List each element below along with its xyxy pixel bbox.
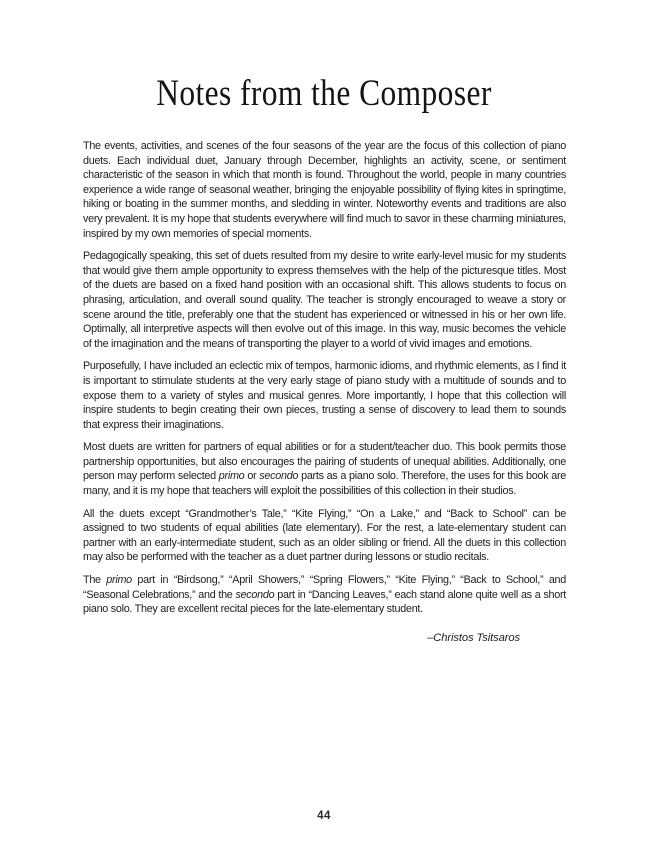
paragraph-6-text: part in “Birdsong,” “April Showers,” “Spring Flowers,” “Kite Flying,” “Back to School,” and “Seasonal Celebrations,” and the: [83, 574, 566, 601]
author-signature-text: –Christos Tsitsaros: [427, 631, 520, 644]
page-title: Notes from the Composer: [156, 73, 492, 114]
paragraph-2-text: Pedagogically speaking, this set of duets resulted from my desire to write early-level music for my students that would give them ample opportunity to express themselves with the help of the picturesque titles. Most of the duets are based on a fixed hand position with an occasional shift. This allows students to focus on phrasing, articulation, and overall sound quality. The teacher is strongly encouraged to weave a story or scene around the title, preferably one that the student has experienced or witnessed in his or her own life. Optimally, all interpretive aspects will then evolve out of this image. In this way, music becomes the vehicle of the imagination and the means of transporting the player to a world of vivid images and emotions.: [83, 250, 566, 350]
paragraph-4-text: or: [244, 470, 260, 483]
body-text: [83, 139, 566, 645]
paragraph-3-text: Purposefully, I have included an eclectic mix of tempos, harmonic idioms, and rhythmic elements, as I find it is important to stimulate students at the very early stage of piano study with a multitude of sounds and to expose them to a variety of styles and musical genres. More importantly, I hope that this collection will inspire students to begin creating their own pieces, trusting a sense of discovery to lead them to sounds that express their imaginations.: [83, 360, 566, 431]
paragraph-5-text: All the duets except “Grandmother’s Tale,” “Kite Flying,” “On a Lake,” and “Back to School” can be assigned to two students of equal abilities (late elementary). For the rest, a late-elementary student can partner with an early-intermediate student, such as an older sibling or friend. All the duets in this collection may also be performed with the teacher as a duet partner during lessons or studio recitals.: [83, 507, 566, 564]
italic-term-secondo: secondo: [235, 588, 275, 601]
paragraph-5: [83, 507, 566, 565]
paragraph-1-text: The events, activities, and scenes of the four seasons of the year are the focus of this collection of piano duets. Each individual duet, January through December, highlights an activity, scene, or sentiment characteristic of the season in which that month is found. Throughout the world, people in many countries experience a wide range of seasonal weather, bringing the enjoyable possibility of flying kites in springtime, hiking or boating in the summer months, and sledding in winter. Noteworthy events and traditions are also very prevalent. It is my hope that students everywhere will find much to savor in these charming miniatures, inspired by my own memories of special moments.: [83, 140, 566, 240]
author-signature: [83, 631, 566, 646]
paragraph-6: [83, 573, 566, 617]
paragraph-6-text: The: [83, 574, 107, 587]
paragraph-6-text: part in “Dancing Leaves,” each stand alone quite well as a short piano solo. They are excellent recital pieces for the late-elementary student.: [83, 588, 566, 616]
paragraph-4: [83, 440, 566, 498]
paragraph-3: [83, 359, 566, 432]
paragraph-1: [83, 139, 566, 241]
italic-term-secondo: secondo: [259, 470, 299, 483]
italic-term-primo: primo: [218, 470, 245, 483]
paragraph-4-text: Most duets are written for partners of equal abilities or for a student/teacher duo. This book permits those partnership opportunities, but also encourages the pairing of students of unequal abilities. Additionally, one person may perform selected: [83, 441, 566, 483]
page-number: 44: [317, 810, 331, 822]
paragraph-2: [83, 249, 566, 351]
italic-term-primo: primo: [106, 574, 132, 587]
paragraph-4-text: parts as a piano solo. Therefore, the uses for this book are many, and it is my hope that teachers will exploit the possibilities of this collection in their studios.: [83, 470, 566, 498]
